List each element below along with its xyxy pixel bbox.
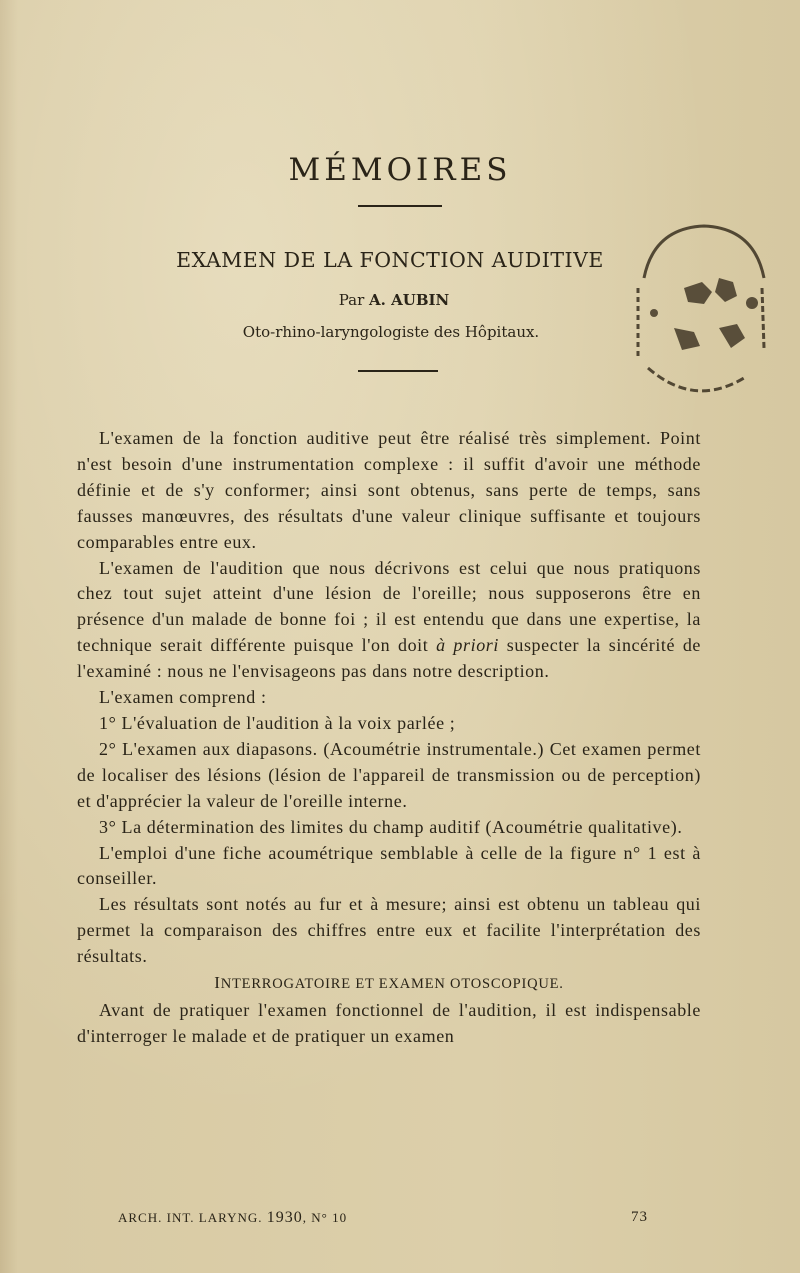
list-item: 2° L'examen aux diapasons. (Acoumétrie instrumentale.) Cet examen permet de localiser des lésions (lésion de l'appareil de transmission ou de perception) et d'apprécier la valeur de l'oreille interne. bbox=[77, 738, 701, 811]
subheading-text: NTERROGATOIRE ET EXAMEN OTOSCOPIQUE. bbox=[220, 976, 564, 993]
title-rule bbox=[358, 370, 438, 372]
paragraph: Les résultats sont notés au fur et à mesure; ainsi est obtenu un tableau qui permet la comparaison des chiffres entre eux et facilite l'interprétation des résultats. bbox=[77, 894, 701, 967]
library-stamp-icon bbox=[624, 218, 774, 408]
journal-issue: N° 10 bbox=[311, 1210, 348, 1225]
italic-phrase: à priori bbox=[436, 635, 500, 656]
paragraph: L'emploi d'une fiche acoumétrique semblable à celle de la figure n° 1 est à conseiller. bbox=[77, 842, 701, 889]
paragraph: Avant de pratiquer l'examen fonctionnel de l'audition, il est indispensable d'interroger le malade et de pratiquer un examen bbox=[77, 999, 701, 1046]
article-body bbox=[77, 426, 701, 1050]
heading-rule bbox=[358, 205, 442, 207]
article-title: EXAMEN DE LA FONCTION AUDITIVE bbox=[176, 248, 604, 272]
subheading bbox=[77, 970, 701, 998]
author-name: A. AUBIN bbox=[369, 291, 450, 309]
author-affiliation: Oto-rhino-laryngologiste des Hôpitaux. bbox=[242, 323, 540, 341]
section-heading: MÉMOIRES bbox=[288, 152, 512, 188]
page-number: 73 bbox=[631, 1209, 648, 1225]
subheading-cap: I bbox=[214, 973, 221, 993]
paragraph-text: L'examen de l'audition que nous décrivons est celui que nous pratiquons chez tout sujet atteint d'une lésion de l'oreille; nous supposerons être en présence d'un malade de bonne foi ; il est entendu que dans une expertise, la technique serait différente puisque l'on doit bbox=[77, 557, 701, 656]
paragraph: L'examen de la fonction auditive peut être réalisé très simplement. Point n'est besoin d'une instrumentation complexe : il suffit d'avoir une méthode définie et de s'y conformer; ainsi sont obtenus, sans perte de temps, sans fausses manœuvres, des résultats d'une valeur clinique suffisante et toujours comparables entre eux. bbox=[77, 428, 701, 552]
paragraph-text: suspecter la sincérité de l'examiné : nous ne l'envisageons pas dans notre description. bbox=[77, 635, 702, 682]
list-item: 1° L'évaluation de l'audition à la voix parlée ; bbox=[99, 712, 456, 733]
list-item: 3° La détermination des limites du champ auditif (Acoumétrie qualitative). bbox=[99, 816, 683, 837]
journal-reference: ARCH. INT. LARYNG. 1930, N° 10 bbox=[118, 1209, 348, 1226]
journal-year: 1930 bbox=[266, 1209, 303, 1226]
paragraph: L'examen comprend : bbox=[99, 687, 267, 708]
byline-prefix: Par bbox=[338, 291, 365, 309]
paragraph bbox=[77, 556, 701, 686]
journal-name: ARCH. INT. LARYNG. bbox=[118, 1210, 263, 1225]
